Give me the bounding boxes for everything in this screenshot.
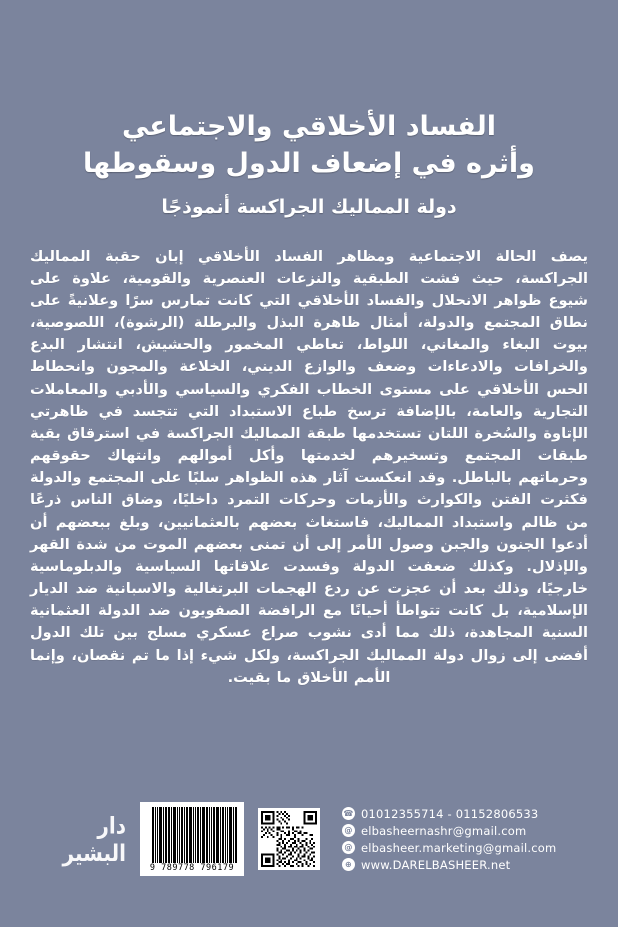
list-item [342,858,574,872]
email-icon: @ [342,841,355,854]
barcode [140,802,244,876]
globe-icon: ⊕ [342,858,355,871]
book-title-line-1: الفساد الأخلاقي والاجتماعي [121,111,497,142]
book-subtitle: دولة المماليك الجراكسة أنموذجًا [161,195,457,218]
contact-phone-text: 01012355714 - 01152806533 [361,806,539,821]
contact-list [334,807,574,872]
publisher-logo-text: دار البشير [62,811,126,867]
book-blurb-text: يصف الحالة الاجتماعية ومظاهر الفساد الأخلاقي إبان حقبة المماليك الجراكسة، حيث فشت الطبقية والنزعات العنصرية والقومية، علاوة على شيوع ظواهر الانحلال والفساد الأخلاقي التي كانت تمارس سرًا وعلانيةً على نطاق المجتمع والدولة، أمثال ظاهرة البذل والبرطلة (الرشوة)، اللصوصية، بيوت البغاء والمغاني، اللواط، تعاطي المخمور والحشيش، انتشار البدع والخرافات والادعاءات وضعف والوازع الديني، الخلاعة والمجون وانحطاط الحس الأخلاقي على مستوى الخطاب الفكري والسياسي والأدبي والمعاملات التجارية والعامة، بالإضافة ترسخ طباع الاستبداد التي تتجسد في ظاهرتي الإتاوة والسُخرة اللتان تستخدمها طبقة المماليك الجراكسة في استرقاق بقية طبقات المجتمع وتسخيرهم لخدمتها وأكل أموالهم وانتهاك حقوقهم وحرماتهم بالباطل. وقد انعكست آثار هذه الظواهر سلبًا على المجتمع والدولة فكثرت الفتن والكوارث والأزمات وحركات التمرد داخليًا، وضاق الناس ذرعًا من ظالم واستبداد المماليك، فاستغاث بعضهم بالعثمانيين، وبلغ ببعضهم أن أدعوا الجنون والجبن وصول الأمر إلى أن تمنى بعضهم الموت من شدة القهر والإذلال. وكذلك ضعفت الدولة وفسدت علاقاتها السياسية والدبلوماسية خارجيًا، وذلك بعد أن عجزت عن ردع الهجمات البرتغالية والاسبانية ضد الديار الإسلامية، بل كانت تتواطأ أحيانًا مع الرافضة الصفويون ضد الدولة العثمانية السنية المجاهدة، ذلك مما أدى نشوب صراع عسكري مسلح بين تلك الدول أفضى إلى زوال دولة المماليك الجراكسة، ولكل شيء إذا ما تم نقصان، وإنما الأمم الأخلاق ما بقيت. [30,247,588,686]
email-icon: @ [342,824,355,837]
list-item [342,841,574,855]
contact-website-text: www.DARELBASHEER.net [361,857,511,872]
phone-icon: ☎ [342,807,355,820]
publisher-logo [44,803,126,875]
title-block [0,108,618,218]
list-item [342,824,574,838]
contact-email-1-text: elbasheernashr@gmail.com [361,823,527,838]
barcode-bars [144,807,240,863]
cover-footer [0,793,618,885]
book-title-line-2: وأثره في إضعاف الدول وسقوطها [83,148,535,180]
barcode-number: 9 789778 796179 [149,863,235,873]
contact-email-2-text: elbasheer.marketing@gmail.com [361,840,557,855]
list-item [342,807,574,821]
book-blurb [30,246,588,689]
qr-code[interactable] [258,808,320,870]
